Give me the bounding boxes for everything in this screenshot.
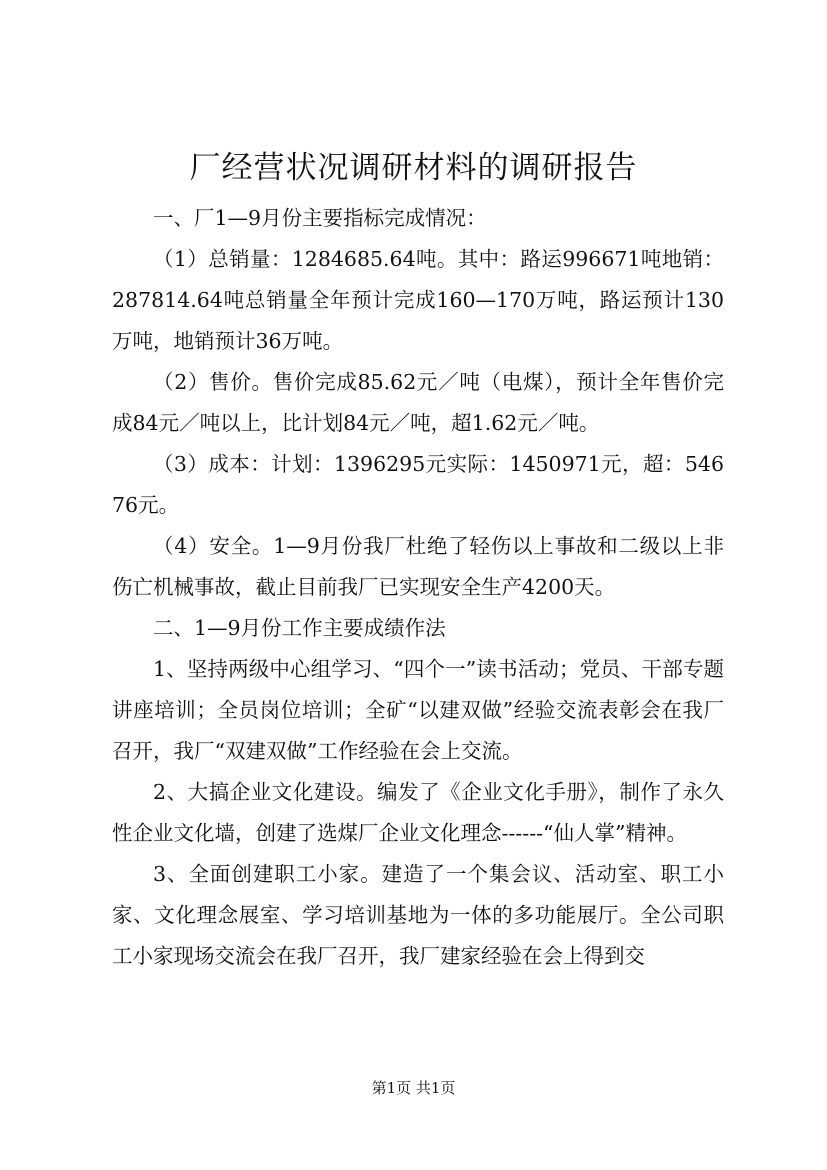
section-heading-1: 一、厂1—9月份主要指标完成情况： [153,206,487,230]
section-heading-2: 二、1—9月份工作主要成绩作法 [153,616,446,640]
paragraph-home: 3、全面创建职工小家。建造了一个集会议、活动室、职工小家、文化理念展室、学习培训基地为一体的多功能展厅。全公司职工小家现场交流会在我厂召开，我厂建家经验在会上得到交 [112,862,724,968]
document-body [112,198,724,977]
document-title: 厂经营状况调研材料的调研报告 [189,150,638,186]
paragraph-price: （2）售价。售价完成85.62元／吨（电煤），预计全年售价完成84元／吨以上，比计划84元／吨，超1.62元／吨。 [112,370,724,435]
page-footer: 第1页 共1页 [371,1079,456,1097]
paragraph-sales: （1）总销量：1284685.64吨。其中：路运996671吨地销：287814.64吨总销量全年预计完成160—170万吨，路运预计130万吨，地销预计36万吨。 [112,247,724,353]
paragraph-culture: 2、大搞企业文化建设。编发了《企业文化手册》，制作了永久性企业文化墙，创建了选煤厂企业文化理念------“仙人掌”精神。 [112,780,724,845]
paragraph-study: 1、坚持两级中心组学习、“四个一”读书活动；党员、干部专题讲座培训；全员岗位培训；全矿“以建双做”经验交流表彰会在我厂召开，我厂“双建双做”工作经验在会上交流。 [112,657,724,763]
paragraph-safety: （4）安全。1—9月份我厂杜绝了轻伤以上事故和二级以上非伤亡机械事故，截止目前我厂已实现安全生产4200天。 [112,534,724,599]
paragraph-cost: （3）成本：计划：1396295元实际：1450971元，超：54676元。 [112,452,724,517]
